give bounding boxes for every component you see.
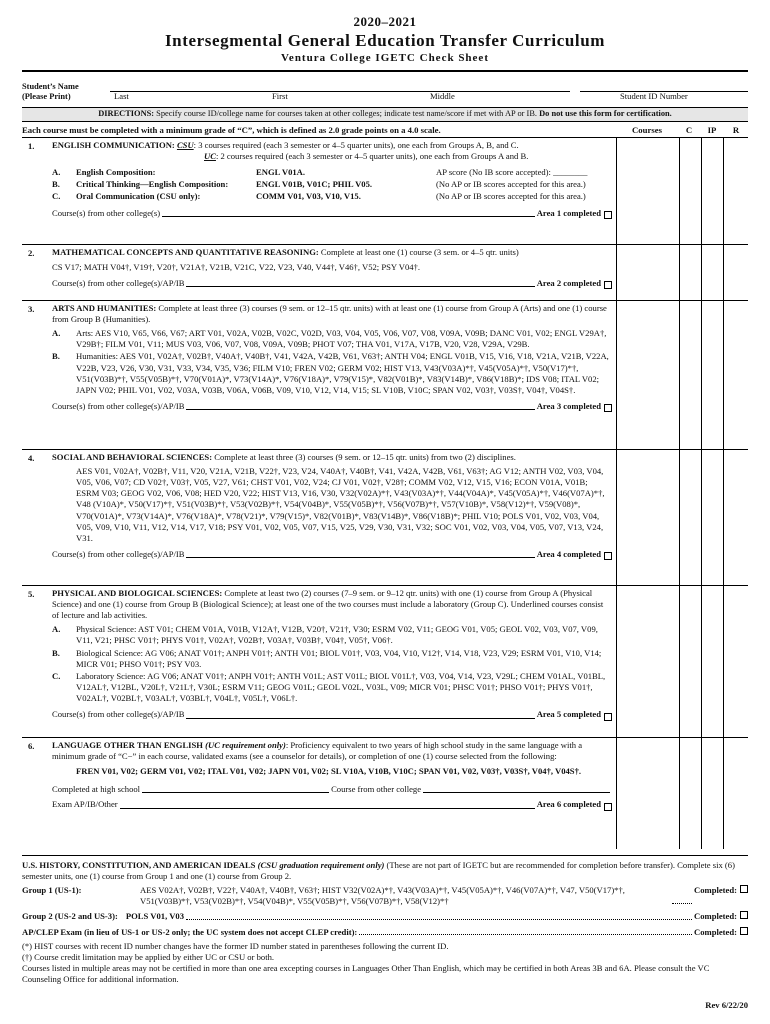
col-ip: IP xyxy=(707,124,717,135)
area4-checkbox[interactable] xyxy=(604,552,612,560)
hs-field[interactable] xyxy=(142,792,329,793)
area1-checkbox[interactable] xyxy=(604,211,612,219)
area-2: 2. MATHEMATICAL CONCEPTS AND QUANTITATIVE REASONING: Complete at least one (1) course (3 sem. or 4–5 qtr. units) CS V17; MATH V04†, V19†, V20†, V21A†, V21B, V21C, V22, V23, V40, V44†, V46†, V52; PSY V04†. Course(s) from other college(s)/AP/IB Area 2 completed xyxy=(22,244,748,300)
directions: DIRECTIONS: Specify course ID/college name for courses taken at other colleges; indicate test name/score if met with AP or IB. Do not use this form for certification. xyxy=(22,107,748,122)
area-6: 6. LANGUAGE OTHER THAN ENGLISH (UC requirement only): Proficiency equivalent to two years of high school study in the same language with a minimum grade of “C−” in each course, validated exams (see a counselor for details), or completion of one (1) course selected from the following: FREN V01, V02; GERM V01, V02; ITAL V01, V02; JAPN V01, V02; SL V10A, V10B, V10C; SPAN V01, V02, V03†, V03S†, V04†, V04S†. Completed at high school Course from other college Exam AP/IB/Other Area 6 completed xyxy=(22,737,748,849)
revision: Rev 6/22/20 xyxy=(705,999,748,1010)
middle-label: Middle xyxy=(430,90,455,101)
exam-field[interactable] xyxy=(120,808,535,809)
ap-clep-checkbox[interactable] xyxy=(740,927,748,935)
area-3: 3. ARTS AND HUMANITIES: Complete at least three (3) courses (9 sem. or 12–15 qtr. units) with at least one (1) course from Group A (Arts) and one (1) course from Group B (Humanities). A. Arts: AES V10, V65, V66, V67; ART V01, V02A, V02B, V02C, V02D, V03, V04, V05, V06, V07, V08, V09A, V09B; DANC V01, V02; ENGL V29A†, V29B†; FILM V01, V11; MUS V03, V06, V07, V08, V09A, V09B; PHOT V07; THA V01, V17A, V17B, V20, V28, V29A, V29B. B. Humanities: AES V01, V02A†, V02B†, V40A†, V40B†, V41, V42A, V42B, V61, V63†; ANTH V04; ENGL V01B, V15, V16, V18, V21A, V21B, V22A, V22B, V23, V26, V30, V31, V33, V34, V35, V36; FILM V10; FREN V02; GERM V02; HIST V13, V43(V03A)*†, V45(V05A)*†, V50(V17)*†, V51(V03B)*†, V55(V05B)*†, V70(V01A)*, V73(V14A)*, V76(V18A)*, V79(V15)*, V82(V01B)*, V83(V14B)*, V86(V18B)*; IDS V08; ITAL V02; JAPN V02; PHIL V01, V02, V03A, V03B, V06A, V06B, V09, V10, V12, V14, V15; SL V10B, V10C; SPAN V02, V03†, V03S†, V04†, V04S†. Course(s) from other college(s)/AP/IB Area 3 completed xyxy=(22,300,748,449)
name-label: Student’s Name xyxy=(22,82,79,92)
student-name-row xyxy=(22,78,748,102)
area-5: 5. PHYSICAL AND BIOLOGICAL SCIENCES: Complete at least two (2) courses (7–9 sem. or 9–12 qtr. units) with one (1) course from Group A (Physical Science) and one (1) course from Group B (Biological Science); at least one of the two courses must include a laboratory (Group C). Underlined courses consist of lecture and lab activities. A. Physical Science: AST V01; CHEM V01A, V01B, V12A†, V12B, V20†, V21†, V30; ESRM V02, V11; GEOG V01, V05; GEOL V02, V03, V07, V09, V11, V21; PHSC V01†; PHYS V01†, V02A†, V02B†, V03A†, V03B†, V04†, V05†, V06†. B. Biological Science: AG V06; ANAT V01†; ANPH V01†; ANTH V01; BIOL V01†, V03, V04, V10, V12†, V14, V18, V23, V29; ESRM V01, V10, V14; MICR V01; PHSO V01†; PSY V03. C. Laboratory Science: AG V06; ANAT V01†; ANPH V01†; ANTH V01L; AST V01L; BIOL V01L†, V03, V04, V14, V23, V29L; CHEM V01AL, V01BL, V12AL†, V12BL, V20L†, V21L†, V30L; ESRM V11; GEOG V01L; GEOL V02L, V03L, V09; MICR V01; PHSC V01†; PHSO V01†; PHYS V01†, V02AL†, V02BL†, V03AL†, V03BL†, V04L†, V05L†, V06L†. Course(s) from other college(s)/AP/IB Area 5 completed xyxy=(22,585,748,737)
student-name-field[interactable] xyxy=(110,91,570,92)
area5-checkbox[interactable] xyxy=(604,713,612,721)
id-label: Student ID Number xyxy=(620,90,688,101)
area-1: 1. ENGLISH COMMUNICATION: CSU: 3 courses required (each 3 semester or 4–5 quarter units), one each from Groups A, B, and C. UC: 2 courses required (each 3 semester or 4–5 quarter units), one each from Groups A and B. A. English Composition: ENGL V01A. AP score (No IB score accepted): ________ B. Critical Thinking—English Composition: ENGL V01B, V01C; PHIL V05. (No AP or IB scores accepted for this area.) C. Oral Communication (CSU only): COMM V01, V03, V10, V15. (No AP or IB scores accepted for this area.) Course(s) from other college(s) Area 1 completed xyxy=(22,137,748,244)
col-courses: Courses xyxy=(632,124,662,135)
grade-note: Each course must be completed with a minimum grade of “C”, which is defined as 2.0 grade points on a 4.0 scale. xyxy=(22,124,441,135)
area2-other-field[interactable] xyxy=(186,286,534,287)
area6-checkbox[interactable] xyxy=(604,803,612,811)
check-sheet xyxy=(22,14,748,1015)
area-4: 4. SOCIAL AND BEHAVIORAL SCIENCES: Complete at least three (3) courses (9 sem. or 12–15 qtr. units) from two (2) disciplines. AES V01, V02A†, V02B†, V11, V20, V21A, V21B, V22†, V23, V24, V40A†, V40B†, V41, V42A, V42B, V61, V63†; AG V12; ANTH V02, V03, V04, V05, V06, V07; CD V02†, V03†, V05, V27, V61; CHST V01, V02, V24; CJ V01, V02†, V28†; COMM V02, V12, V15, V16; ECON V01A, V01B; ESRM V03; GEOG V02, V06, V08; HED V20, V22; HIST V13, V16, V30, V32(V02A)*†, V43(V03A)*†, V44(V04A)*, V45(V05A)*†, V46(V07A)*†, V48 (V10A)*, V50(V17)*†, V51(V03B)*†, V53(V02B)*†, V54(V04B)*, V55(V05B)*†, V56(V07B)*†, V57(V10B)*, V58(V12)*†, V59(V08)*, V70(V01A)*, V73(V14A)*, V76(V18A)*, V78(V21)*, V79(V15)*, V82(V01B)*, V83(V14B)*, V86(V18B)*; PHIL V10; POLS V01, V02, V03, V04, V05, V09, V10, V11, V12, V14, V17, V18; PSY V01, V02, V05, V07, V15, V25, V29, V30, V31, V32; SOC V01, V02, V03, V04, V05, V07, V13, V24, V31. Course(s) from other college(s)/AP/IB Area 4 completed xyxy=(22,449,748,585)
page-subtitle: Ventura College IGETC Check Sheet xyxy=(281,52,489,65)
area3-checkbox[interactable] xyxy=(604,404,612,412)
page-title: Intersegmental General Education Transfer Curriculum xyxy=(164,30,606,50)
area3-other-field[interactable] xyxy=(186,409,534,410)
us-history-section: U.S. HISTORY, CONSTITUTION, AND AMERICAN IDEALS (CSU graduation requirement only) (These are not part of IGETC but are recommended for completion before transfer). Complete six (6) semester units, one (1) course from Group 1 and one (1) course from Group 2. Group 1 (US-1): AES V02A†, V02B†, V22†, V40A†, V40B†, V63†; HIST V32(V02A)*†, V43(V03A)*†, V45(V05A)*†, V46(V07A)*†, V47, V50(V17)*†, V51(V03B)*†, V53(V02B)*†, V54(V04B)*, V55(V05B)*†, V56(V07B)*†, V58(V12)*† Completed: Group 2 (US-2 and US-3): POLS V01, V03 Completed: AP/CLEP Exam (in lieu of US-1 or US-2 only; the UC system does not accept CLEP credit): Completed: (*) HIST courses with recent ID number changes have the former ID number stated in parentheses following the current ID. (†) Course credit limitation may be applied by either UC or CSU or both. Courses listed in multiple areas may not be certified in more than one area excepting courses in Languages Other Than English, which may be certified in both Areas 3B and 6A. Please consult the VC Counseling Office for additional information. Rev 6/22/20 xyxy=(22,855,748,1015)
other-college-field[interactable] xyxy=(423,792,610,793)
area4-other-field[interactable] xyxy=(186,557,534,558)
last-label: Last xyxy=(114,90,129,101)
year: 2020–2021 xyxy=(353,14,417,29)
area2-checkbox[interactable] xyxy=(604,281,612,289)
group2-checkbox[interactable] xyxy=(740,911,748,919)
group1-checkbox[interactable] xyxy=(740,885,748,893)
column-header xyxy=(22,124,748,137)
area1-other-field[interactable] xyxy=(162,216,535,217)
area5-other-field[interactable] xyxy=(186,718,534,719)
col-r: R xyxy=(732,124,740,135)
first-label: First xyxy=(272,90,288,101)
print-label: (Please Print) xyxy=(22,92,71,102)
col-c: C xyxy=(685,124,693,135)
